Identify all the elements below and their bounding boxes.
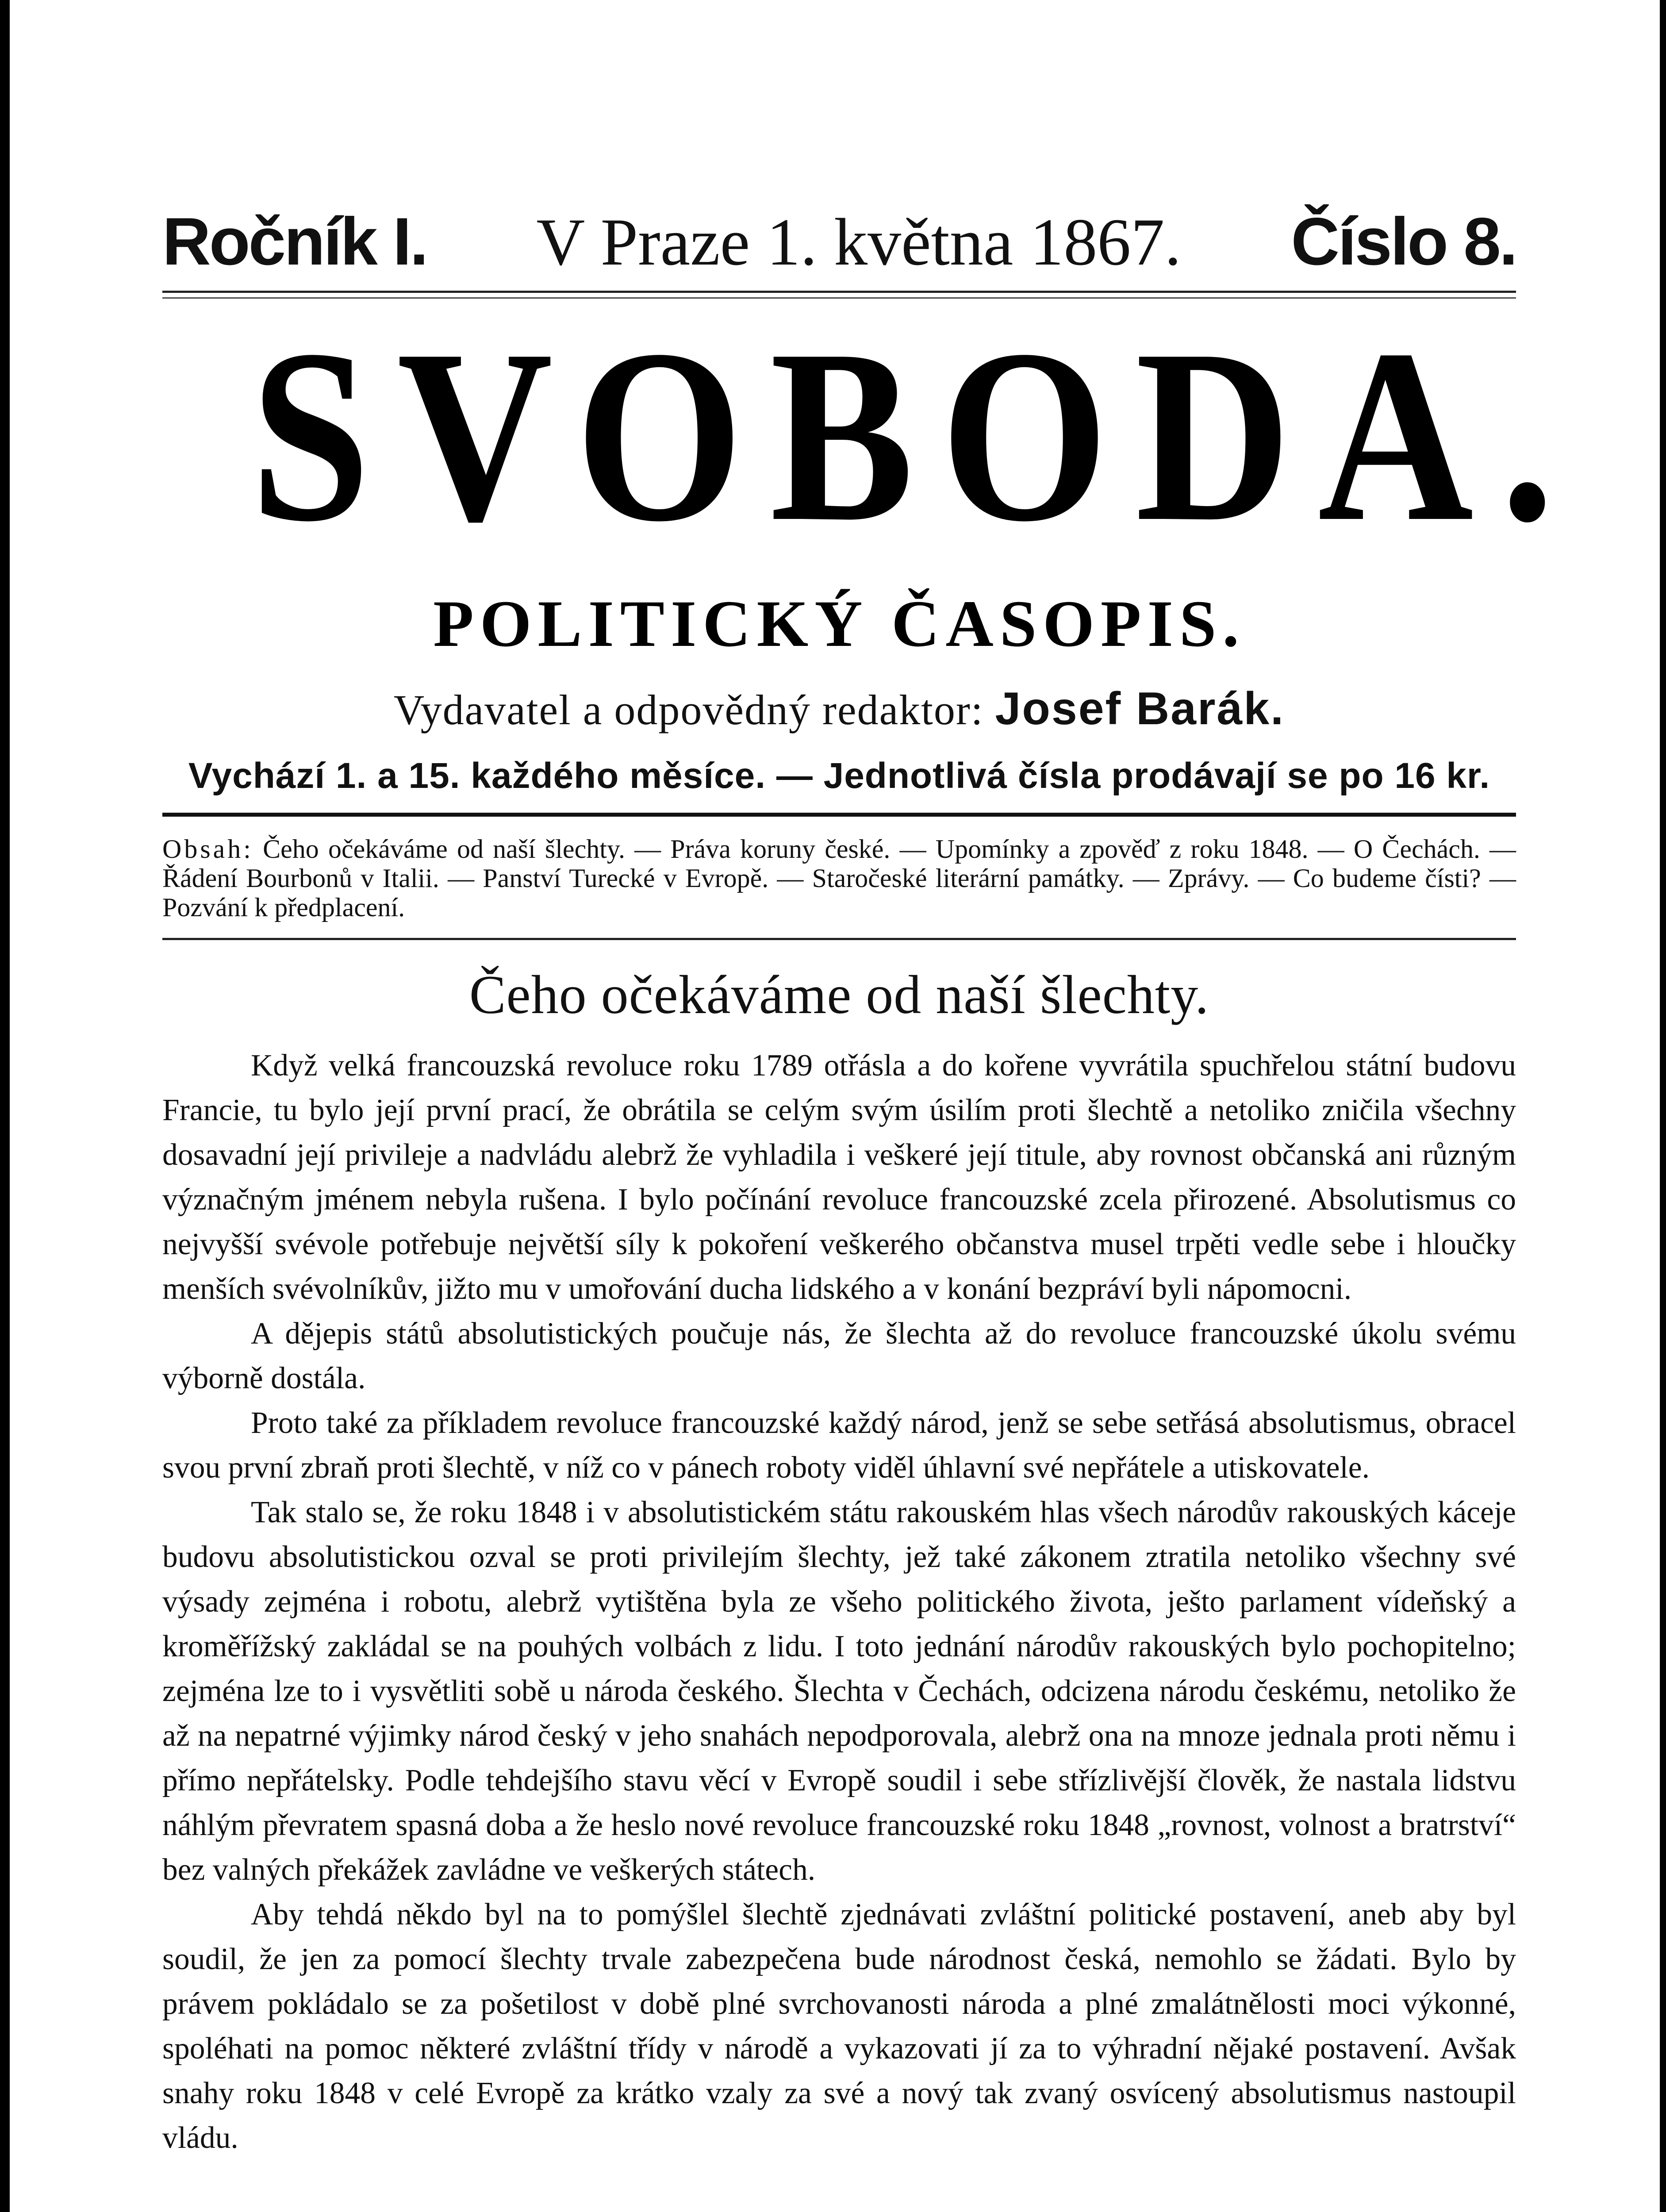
dateline: V Praze 1. května 1867. <box>536 205 1182 279</box>
article-paragraph: Když velká francouzská revoluce roku 1789 otřásla a do kořene vyvrátila spuchřelou státní budovu Francie, tu bylo její první prací, že obrátila se celým svým úsilím proti šlechtě a netoliko zničila všechny dosavadní její privileje a nadvládu alebrž že vyhladila i veškeré její titule, aby rovnost občanská ani různým význačným jménem nebyla rušena. I bylo počínání revoluce francouzské zcela přirozené. Absolutismus co nejvyšší svévole potřebuje největší síly k pokoření veškerého občanstva musel trpěti vedle sebe i hloučky menších svévolníkův, jižto mu v umořování ducha lidského a v konání bezpráví byli nápomocni. <box>162 1048 1516 1306</box>
article-paragraph: Tak stalo se, že roku 1848 i v absolutistickém státu rakouském hlas všech národův rakouských káceje budovu absolutistickou ozval se proti privilejím šlechty, jež také zákonem ztratila netoliko všechny své výsady zejména i robotu, alebrž vytištěna byla ze všeho politického života, ješto parlament vídeňský a kroměřížský zakládal se na pouhých volbách z lidu. I toto jednání národův rakouských bylo pochopitelno; zejména lze to i vysvětliti sobě u národa českého. Šlechta v Čechách, odcizena národu českému, netoliko že až na nepatrné výjimky národ český v jeho snahách nepodporovala, alebrž ona na mnoze jednala proti němu i přímo nepřátelsky. Podle tehdejšího stavu věcí v Evropě soudil i sebe střízlivější člověk, že nastala lidstvu náhlým převratem spasná doba a že heslo nové revoluce francouzské roku 1848 „rovnost, volnost a bratrství“ bez valných překážek zavládne ve veškerých státech. <box>162 1495 1516 1887</box>
header-line <box>162 204 1516 279</box>
article-body <box>162 1043 1516 2160</box>
volume-label: Ročník I. <box>162 204 427 279</box>
publisher-label: Vydavatel a odpovědný redaktor: <box>393 686 984 733</box>
contents-label: Obsah: <box>162 834 253 864</box>
issue-schedule: Vychází 1. a 15. každého měsíce. — Jednotlivá čísla prodávají se po 16 kr. <box>188 756 1490 796</box>
article-title: Čeho očekáváme od naší šlechty. <box>469 964 1209 1025</box>
issue-number: Číslo 8. <box>1291 204 1516 279</box>
contents-text: Čeho očekáváme od naší šlechty. — Práva koruny české. — Upomínky a zpověď z roku 1848. — O Čechách. — Řádení Bourbonů v Italii. — Panství Turecké v Evropě. — Staročeské literární památky. — Zprávy. — Co budeme čísti? — Pozvání k předplacení. <box>162 834 1516 922</box>
masthead-rule <box>162 813 1516 817</box>
contents-rule <box>162 938 1516 940</box>
newspaper-page <box>10 0 1663 2212</box>
article-paragraph: Aby tehdá někdo byl na to pomýšlel šlechtě zjednávati zvláštní politické postavení, aneb aby byl soudil, že jen za pomocí šlechty trvale zabezpečena bude národnost česká, nemohlo se žádati. Bylo by právem pokládalo se za pošetilost v době plné svrchovanosti národa a plné zmalátnělosti moci výkonné, spoléhati na pomoc některé zvláštní třídy v národě a vykazovati jí za to výhradní nějaké postavení. Avšak snahy roku 1848 v celé Evropě za krátko vzaly za své a nový tak zvaný osvícený absolutismus nastoupil vládu. <box>162 1897 1516 2155</box>
article-paragraph: A dějepis států absolutistických poučuje nás, že šlechta až do revoluce francouzské úkolu svému výborně dostála. <box>162 1316 1516 1395</box>
header-rule <box>162 291 1516 299</box>
table-of-contents <box>162 834 1516 922</box>
publisher-name: Josef Barák. <box>995 683 1285 734</box>
page-content <box>162 204 1582 2160</box>
masthead-subtitle: POLITICKÝ ČASOPIS. <box>433 587 1245 661</box>
masthead-title: SVOBODA. <box>250 299 1582 573</box>
publisher-line <box>162 684 1516 734</box>
article-paragraph: Proto také za příkladem revoluce francouzské každý národ, jenž se sebe setřásá absolutismus, obracel svou první zbraň proti šlechtě, v níž co v pánech roboty viděl úhlavní své nepřátele a utiskovatele. <box>162 1406 1516 1485</box>
